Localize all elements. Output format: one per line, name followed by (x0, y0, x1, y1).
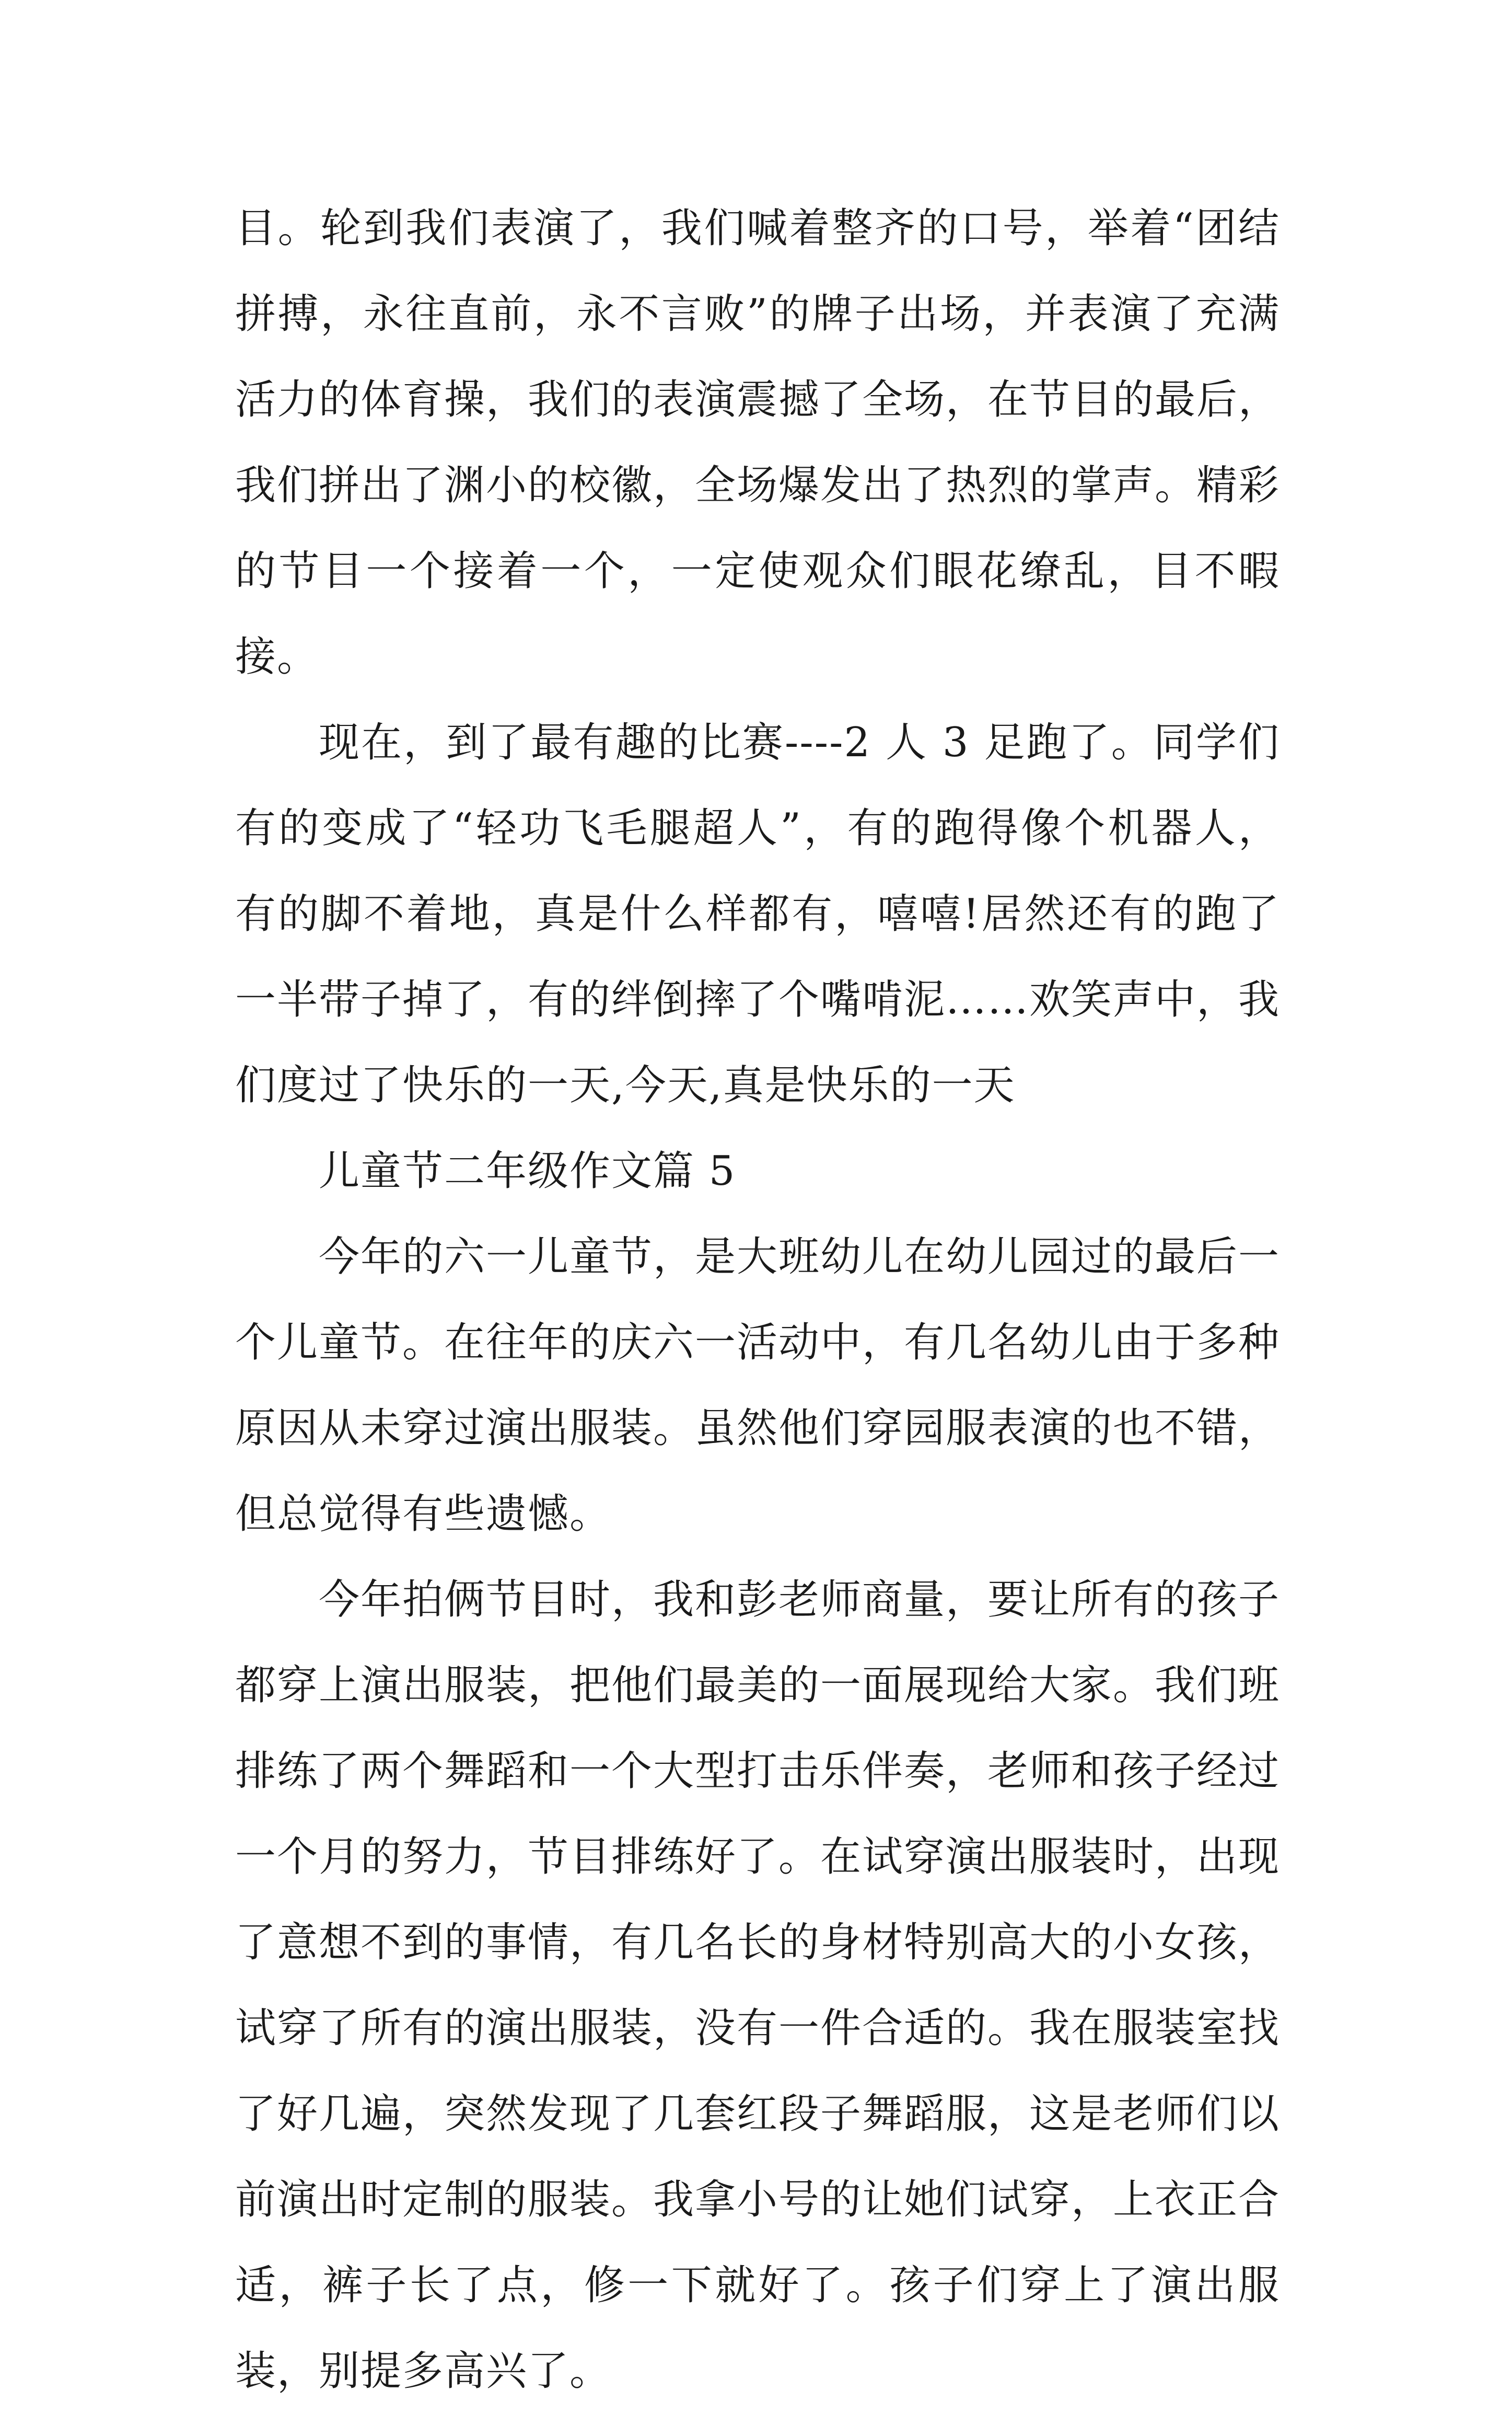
paragraph-4: 今年拍俩节目时，我和彭老师商量，要让所有的孩子都穿上演出服装，把他们最美的一面展现给大家。我们班排练了两个舞蹈和一个大型打击乐伴奏，老师和孩子经过一个月的努力，节目排练好了。在试穿演出服装时，出现了意想不到的事情，有几名长的身材特别高大的小女孩，试穿了所有的演出服装，没有一件合适的。我在服装室找了好几遍，突然发现了几套红段子舞蹈服，这是老师们以前演出时定制的服装。我拿小号的让她们试穿，上衣正合适，裤子长了点，修一下就好了。孩子们穿上了演出服装，别提多高兴了。 (235, 1576, 1281, 2395)
section-heading: 儿童节二年级作文篇 5 (319, 1148, 736, 1195)
paragraph-2: 现在，到了最有趣的比赛----2 人 3 足跑了。同学们有的变成了“轻功飞毛腿超人”，有的跑得像个机器人，有的脚不着地，真是什么样都有，嘻嘻!居然还有的跑了一半带子掉了，有的绊倒摔了个嘴啃泥……欢笑声中，我们度过了快乐的一天,今天,真是快乐的一天 (235, 719, 1281, 1109)
document-body (235, 186, 1280, 2414)
paragraph-1: 目。轮到我们表演了，我们喊着整齐的口号，举着“团结拼搏，永往直前，永不言败”的牌子出场，并表演了充满活力的体育操，我们的表演震撼了全场，在节目的最后，我们拼出了渊小的校徽，全场爆发出了热烈的掌声。精彩的节目一个接着一个，一定使观众们眼花缭乱，目不暇接。 (235, 205, 1281, 680)
paragraph-3: 今年的六一儿童节，是大班幼儿在幼儿园过的最后一个儿童节。在往年的庆六一活动中，有几名幼儿由于多种原因从未穿过演出服装。虽然他们穿园服表演的也不错，但总觉得有些遗憾。 (235, 1233, 1281, 1538)
